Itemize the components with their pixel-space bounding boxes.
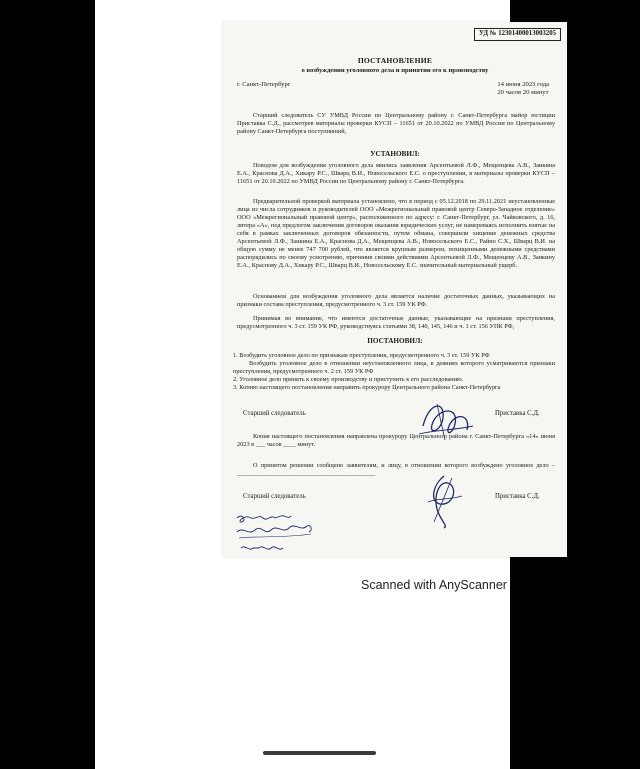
signer-role: Старший следователь [243,410,306,417]
document-subtitle: о возбуждении уголовного дела и принятии его к производству [301,67,489,74]
paragraph-basis: Основанием для возбуждения уголовного дела является наличие достаточных данных, указывающих на признаки состава преступления, предусмотренного ч. 3 ст. 159 УК РФ. [237,293,555,309]
paragraph-findings: Предварительной проверкой материала установлено, что в период с 05.12.2018 по 29.11.2021 неустановленные лица из числа сотрудников и руководителей ООО «Межрегиональный правовой центр Северо-Западное отделение» ООО «Межрегиональный правовой центр», расположенного по адресу: г. Санкт-Петербург, ул. Чайковского, д. 16, литера «А», под предлогом заключения договоров оказания юридических услуг, не намереваясь исполнить взятые на себя в рамках заключенных договоров обязанности, путем обмана, совершили хищение денежных средства Арсентьевой Л.Ф., Заикина Е.А., Краснова Д.А., Мещенцева А.В., Новосельского Е.С., Райно С.Х., Шварц В.И. на общую сумму не менее 747 700 рублей, что является крупным размером, похищенными денежными средствами распорядились по своему усмотрению, причинив своими действиями Арсентьевой Л.Ф., Мещенцеву А.В., Заикину Е.А., Краснову Д.А., Хикару Р.С., Шварц В.И., Новосельскому Е.С. значительный материальный ущерб. [237,198,555,270]
date-line: 14 июня 2023 года [497,81,549,88]
scanner-page [95,0,556,769]
copy-note: Копия настоящего постановления направлена прокурору Центрального района г. Санкт-Петербурга «14» июня 2023 в ___ часов ____ минут. [237,433,555,449]
intro-paragraph: Старший следователь СУ УМВД России по Центральному району г. Санкт-Петербурга майор юстиции Приставка С.Д., рассмотрев материалы проверки КУСП – 11651 от 20.10.2022 по УМВД России по Центральному району Санкт-Петербурга поступивший, [237,112,555,136]
case-number-box: УД № 12301400013003205 [474,28,561,41]
handwritten-note [235,508,315,557]
scanned-document [223,22,567,557]
decision-1b: Возбудить уголовное дело в отношении неустановленного лица, в деяниях которого усматриваются признаки преступления, предусмотренного ч. 2 ст. 159 УК РФ [233,360,555,376]
heading-resolved: ПОСТАНОВИЛ: [367,337,423,345]
decision-2: 2. Уголовное дело принять к своему производству и приступить к его расследованию. [233,376,464,384]
scanner-watermark: Scanned with AnyScanner [361,578,507,592]
document-place: г. Санкт-Петербург [237,81,291,88]
signer-name: Приставка С.Д. [495,410,540,417]
signature-mark-2 [424,472,464,530]
decision-1: 1. Возбудить уголовное дело по признакам преступления, предусмотренного ч. 3 ст. 159 УК РФ [233,352,490,359]
notify-note: О принятом решении сообщено заявителям, и лицу, в отношении которого возбуждено уголовное дело – ____________________________________________ [237,462,555,478]
decision-3: 3. Копию настоящего постановления направить прокурору Центрального района Санкт-Петербурга [233,384,501,392]
time-line: 20 часов 20 минут [497,89,549,97]
document-title: ПОСТАНОВЛЕНИЕ [357,56,433,65]
signer-role: Старший следователь [243,493,306,500]
document-date [497,81,549,98]
decisions-list [233,352,555,392]
home-indicator[interactable] [263,751,376,755]
signer-name: Приставка С.Д. [495,493,540,500]
paragraph-grounds: Поводом для возбуждения уголовного дела явились заявления Арсентьевой Л.Ф., Мещенцева А.В., Заикина Е.А., Краснова Д.А., Хикару Р.С., Шварц В.И., Новосельского Е.С. о преступлении, в материалы проверки КУСП – 11651 от 20.10.2022 по УМВД России по Центральному району г. Санкт-Петербурга. [237,162,555,186]
paragraph-considering: Принимая во внимание, что имеются достаточные данные, указывающие на признаки преступления, предусмотренного ч. 3 ст. 159 УК РФ, руководствуясь статьями 38, 140, 145, 146 и ч. 1 ст. 156 УПК РФ, [237,315,555,331]
heading-established: УСТАНОВИЛ: [370,150,420,158]
